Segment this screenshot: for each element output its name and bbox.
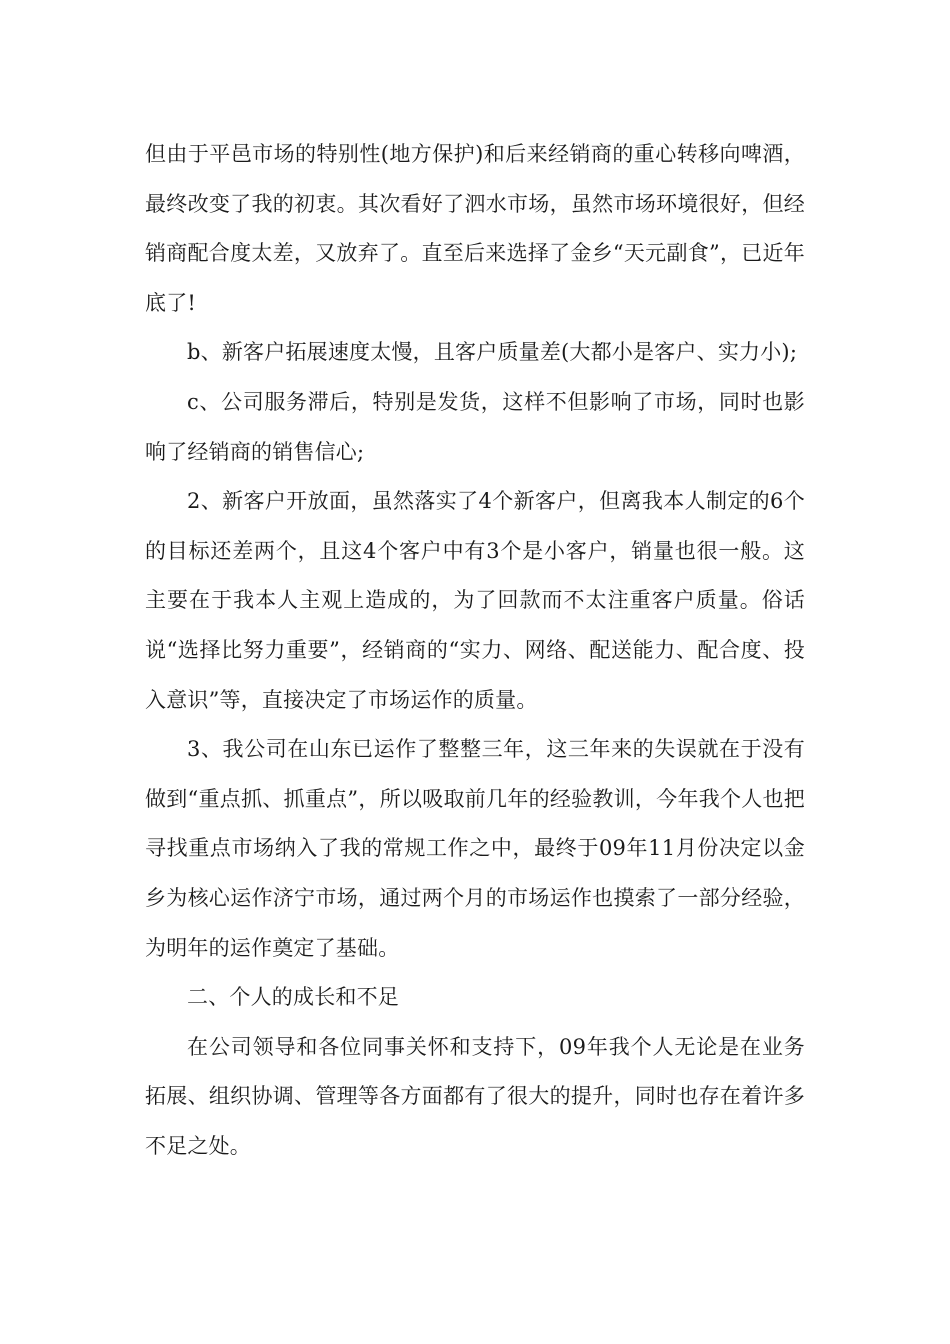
paragraph-item-3: 3、我公司在山东已运作了整整三年，这三年来的失误就在于没有做到“重点抓、抓重点”，所以吸取前几年的经验教训，今年我个人也把寻找重点市场纳入了我的常规工作之中，最终于09年11月份决定以金乡为核心运作济宁市场，通过两个月的市场运作也摸索了一部分经验，为明年的运作奠定了基础。 <box>145 737 805 960</box>
paragraph-pingyi-market: 但由于平邑市场的特别性(地方保护)和后来经销商的重心转移向啤酒，最终改变了我的初衷。其次看好了泗水市场，虽然市场环境很好，但经销商配合度太差，又放弃了。直至后来选择了金乡“天元副食”，已近年底了! <box>145 142 805 315</box>
section-heading-growth: 二、个人的成长和不足 <box>187 985 399 1010</box>
paragraph-item-c: c、公司服务滞后，特别是发货，这样不但影响了市场，同时也影响了经销商的销售信心; <box>145 389 805 464</box>
paragraph-growth-summary: 在公司领导和各位同事关怀和支持下，09年我个人无论是在业务拓展、组织协调、管理等各方面都有了很大的提升，同时也存在着许多不足之处。 <box>145 1034 805 1158</box>
document-body <box>145 130 805 1171</box>
paragraph-item-2: 2、新客户开放面，虽然落实了4个新客户，但离我本人制定的6个的目标还差两个，且这4个客户中有3个是小客户，销量也很一般。这主要在于我本人主观上造成的，为了回款而不太注重客户质量。俗话说“选择比努力重要”，经销商的“实力、网络、配送能力、配合度、投入意识”等，直接决定了市场运作的质量。 <box>145 489 805 712</box>
paragraph-item-b: b、新客户拓展速度太慢，且客户质量差(大都小是客户、实力小); <box>187 340 798 365</box>
